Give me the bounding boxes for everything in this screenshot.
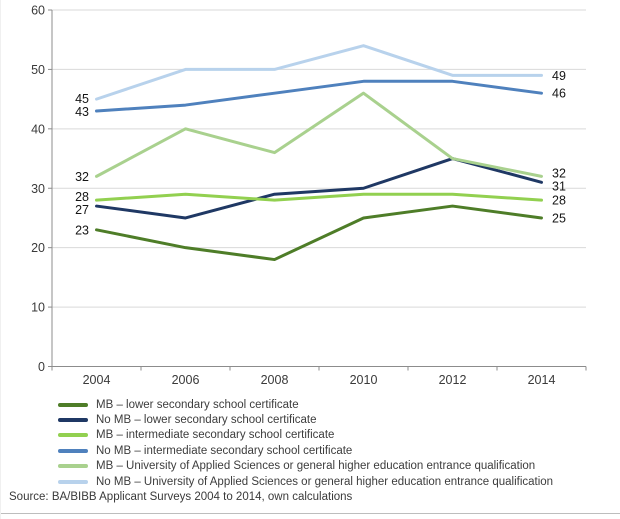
legend-swatch: [58, 480, 88, 484]
data-point-label: 46: [552, 86, 566, 101]
legend-item: [58, 412, 553, 427]
x-tick-label: 2014: [527, 373, 556, 387]
legend-item: [58, 474, 553, 489]
data-point-label: 32: [552, 166, 566, 181]
y-tick-label: 40: [31, 122, 45, 137]
chart-legend: [58, 397, 553, 489]
y-tick-label: 50: [31, 62, 45, 77]
legend-label: MB – University of Applied Sciences or general higher education entrance qualification: [96, 460, 536, 473]
legend-label: No MB – intermediate secondary school certificate: [96, 444, 353, 457]
source-note: Source: BA/BIBB Applicant Surveys 2004 to 2014, own calculations: [9, 491, 353, 503]
series-line: [97, 46, 542, 99]
data-point-label: 31: [552, 179, 566, 194]
legend-swatch: [58, 433, 88, 437]
y-tick-label: 20: [31, 241, 45, 256]
data-point-label: 43: [75, 105, 89, 120]
legend-item: [58, 428, 553, 443]
legend-swatch: [58, 418, 88, 422]
data-point-label: 23: [75, 223, 89, 238]
y-tick-label: 30: [31, 181, 45, 196]
legend-item: [58, 459, 553, 474]
legend-label: No MB – University of Applied Sciences or general higher education entrance qualification: [96, 475, 554, 488]
x-tick-label: 2008: [260, 373, 289, 387]
bottom-divider: [1, 513, 620, 514]
data-point-label: 25: [552, 211, 566, 226]
data-point-label: 49: [552, 68, 566, 83]
legend-item: [58, 397, 553, 412]
legend-swatch: [58, 464, 88, 468]
legend-item: [58, 443, 553, 458]
line-chart: [1, 0, 620, 395]
x-tick-label: 2012: [438, 373, 467, 387]
legend-label: No MB – lower secondary school certificate: [96, 414, 317, 427]
data-point-label: 32: [75, 169, 89, 184]
legend-swatch: [58, 403, 88, 407]
series-line: [97, 194, 542, 200]
x-tick-label: 2010: [349, 373, 378, 387]
x-tick-label: 2006: [171, 373, 200, 387]
data-point-label: 28: [75, 190, 89, 205]
data-point-label: 28: [552, 193, 566, 208]
y-tick-label: 0: [38, 360, 45, 374]
y-tick-label: 60: [31, 3, 45, 18]
y-tick-label: 10: [31, 300, 45, 315]
legend-label: MB – intermediate secondary school certificate: [96, 429, 335, 442]
data-point-label: 27: [75, 203, 89, 218]
x-tick-label: 2004: [82, 373, 111, 387]
data-point-label: 45: [75, 92, 89, 107]
legend-label: MB – lower secondary school certificate: [96, 398, 299, 411]
series-line: [97, 81, 542, 111]
legend-swatch: [58, 449, 88, 453]
